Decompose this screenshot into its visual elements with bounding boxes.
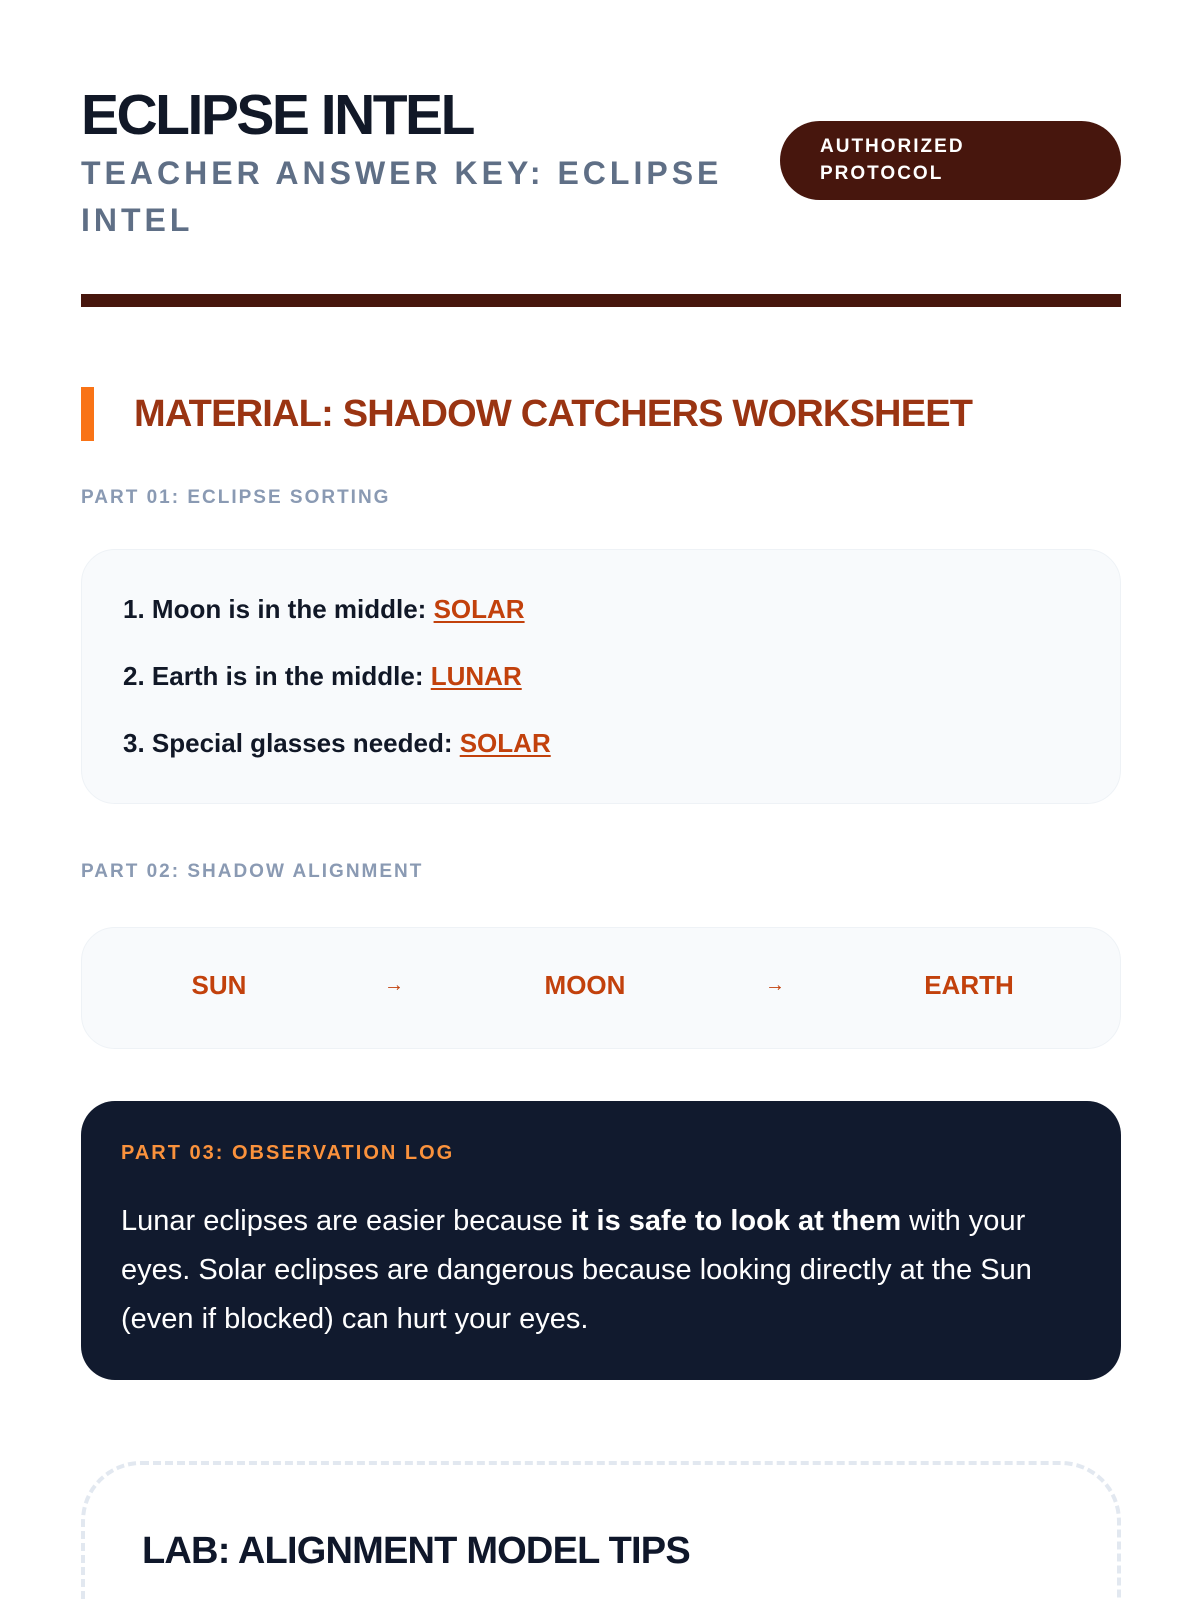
observation-text-start: Lunar eclipses are easier because <box>121 1205 571 1237</box>
material-title: MATERIAL: SHADOW CATCHERS WORKSHEET <box>134 393 973 435</box>
sorting-prompt: 1. Moon is in the middle: <box>123 594 434 624</box>
sorting-prompt: 2. Earth is in the middle: <box>123 661 431 691</box>
observation-text <box>121 1197 1091 1344</box>
authorized-badge: AUTHORIZED PROTOCOL <box>780 121 1121 200</box>
lab-title: LAB: ALIGNMENT MODEL TIPS <box>142 1530 690 1572</box>
alignment-earth: EARTH <box>924 970 1014 1000</box>
page-title: ECLIPSE INTEL <box>81 83 473 147</box>
section-accent-bar <box>81 387 94 441</box>
sorting-prompt: 3. Special glasses needed: <box>123 728 460 758</box>
alignment-sun: SUN <box>191 970 247 1000</box>
list-item <box>123 726 551 760</box>
arrow-right-icon: → <box>765 974 785 996</box>
list-item <box>123 659 522 693</box>
observation-text-emphasis: it is safe to look at them <box>570 1205 902 1237</box>
sorting-answer: LUNAR <box>430 661 522 691</box>
part1-label: PART 01: ECLIPSE SORTING <box>81 487 391 508</box>
lab-tips-card <box>81 1461 1121 1600</box>
sorting-answer: SOLAR <box>433 594 525 624</box>
alignment-moon: MOON <box>544 970 626 1000</box>
header-divider <box>81 294 1121 307</box>
part3-label: PART 03: OBSERVATION LOG <box>121 1142 455 1164</box>
part2-label: PART 02: SHADOW ALIGNMENT <box>81 861 424 882</box>
observation-text-end: with your eyes. Solar eclipses are dangerous because looking directly at the Sun (even if blocked) can hurt your eyes. <box>121 1205 1032 1335</box>
observation-log-card <box>81 1101 1121 1380</box>
eclipse-sorting-card <box>81 549 1121 804</box>
shadow-alignment-card <box>81 927 1121 1049</box>
sorting-answer: SOLAR <box>459 728 551 758</box>
page-header <box>81 83 1121 238</box>
list-item <box>123 592 525 626</box>
arrow-right-icon: → <box>384 974 404 996</box>
page-subtitle: TEACHER ANSWER KEY: ECLIPSE INTEL <box>81 155 723 238</box>
